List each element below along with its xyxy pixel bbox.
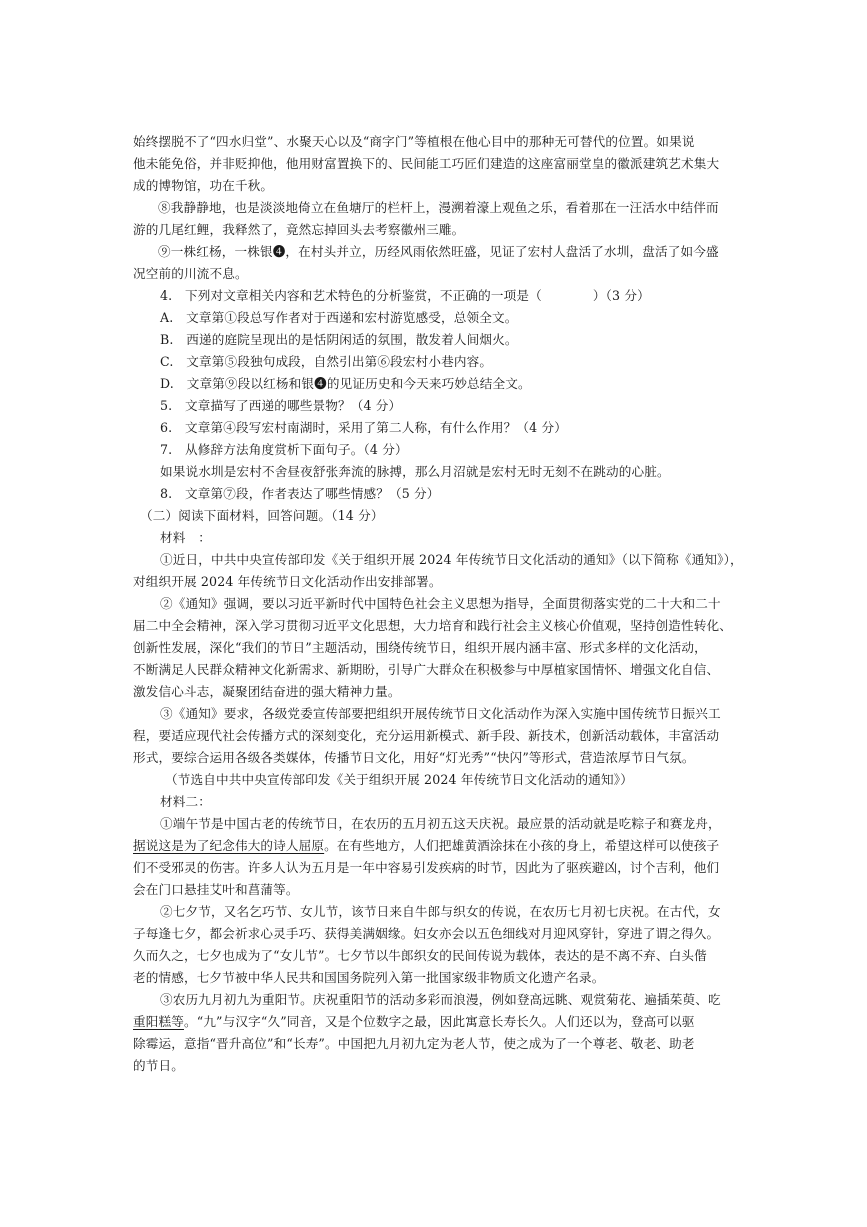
text-line: 程，要适应现代社会传播方式的深刻变化，充分运用新模式、新手段、新技术，创新活动载体，丰富活动 (133, 728, 720, 743)
text-line (133, 838, 719, 854)
text-line: ②七夕节，又名乞巧节、女儿节，该节日来自牛郎与织女的传说，在农历七月初七庆祝。在古代，女 (160, 904, 721, 919)
text-line: ⑨一株红杨，一株银❹，在村头并立，历经风雨依然旺盛，见证了宏村人盘活了水圳，盘活了如今盛 (158, 244, 719, 259)
question-item: 8. 文章第⑦段，作者表达了哪些情感？（5 分） (160, 486, 440, 501)
section-heading: （二）阅读下面材料，回答问题。（14 分） (140, 508, 384, 523)
material-heading: 材料二： (160, 794, 211, 809)
question-item: 5. 文章描写了西递的哪些景物？（4 分） (160, 398, 402, 413)
quoted-sentence: 如果说水圳是宏村不舍昼夜舒张奔流的脉搏，那么月沼就是宏村无时无刻不在跳动的心脏。 (160, 464, 670, 479)
text-line: 除霉运，意指“晋升高位”和“长寿”。中国把九月初九定为老人节，使之成为了一个尊老、敬老、助老 (133, 1036, 695, 1051)
text-span: 。“九”与汉字“久”同音，又是个位数字之最，因此寓意长寿长久。人们还以为，登高可以驱 (183, 1014, 695, 1029)
text-line: 子每逢七夕，都会祈求心灵手巧、获得美满姻缘。妇女亦会以五色细线对月迎风穿针，穿进了谓之得久。 (133, 926, 720, 941)
choice-c: C. 文章第⑤段独句成段，自然引出第⑥段宏村小巷内容。 (160, 354, 493, 369)
text-line: 会在门口悬挂艾叶和菖蒲等。 (133, 882, 299, 897)
text-line: 老的情感，七夕节被中华人民共和国国务院列入第一批国家级非物质文化遗产名录。 (133, 970, 605, 985)
text-line: 届二中全会精神，深入学习贯彻习近平文化思想，大力培育和践行社会主义核心价值观，坚持创造性转化、 (133, 618, 732, 633)
text-line: 们不受邪灵的伤害。许多人认为五月是一年中容易引发疾病的时节，因此为了驱疾避凶，讨个吉利，他们 (133, 860, 720, 875)
text-line: ⑧我静静地，也是淡淡地倚立在鱼塘厅的栏杆上，漫溯着濠上观鱼之乐，看着那在一汪活水中结伴而 (158, 200, 719, 215)
text-span: 。在有些地方，人们把雄黄酒涂抹在小孩的身上，希望这样可以使孩子 (324, 838, 720, 853)
choice-a: A. 文章第①段总写作者对于西递和宏村游览感受，总领全文。 (160, 310, 518, 325)
choice-d: D. 文章第⑨段以红杨和银❹的见证历史和今天来巧妙总结全文。 (160, 376, 531, 391)
text-line: 创新性发展，深化“我们的节日”主题活动，围绕传统节日，组织开展内涵丰富、形式多样的文化活动， (133, 640, 707, 655)
text-line: 况空前的川流不息。 (133, 266, 248, 281)
text-line: 游的几尾红鲤，我释然了，竟然忘掉回头去考察徽州三雕。 (133, 222, 465, 237)
text-line: 的节日。 (133, 1058, 184, 1073)
material-heading: 材料 ： (160, 530, 211, 545)
text-line: ①端午节是中国古老的传统节日，在农历的五月初五这天庆祝。最应景的活动就是吃粽子和赛龙舟， (160, 816, 721, 831)
underlined-phrase: 据说这是为了纪念伟大的诗人屈原 (133, 838, 325, 853)
text-line: 不断满足人民群众精神文化新需求、新期盼，引导广大群众在积极参与中厚植家国情怀、增强文化自信、 (133, 662, 720, 677)
underlined-phrase: 重阳糕等 (133, 1014, 184, 1029)
text-line: 他未能免俗，并非贬抑他，他用财富置换下的、民间能工巧匠们建造的这座富丽堂皇的徽派建筑艺术集大 (133, 156, 720, 171)
question-item: 4. 下列对文章相关内容和艺术特色的分析鉴赏，不正确的一项是（ ）（3 分） (160, 288, 650, 303)
text-line: ③农历九月初九为重阳节。庆祝重阳节的活动多彩而浪漫，例如登高远眺、观赏菊花、遍插茱萸、吃 (160, 992, 721, 1007)
text-line: 始终摆脱不了“四水归堂”、水聚天心以及“商字门”等植根在他心目中的那种无可替代的位置。如果说 (133, 134, 695, 149)
text-line: ②《通知》强调，要以习近平新时代中国特色社会主义思想为指导，全面贯彻落实党的二十大和二十 (160, 596, 721, 611)
question-item: 7. 从修辞方法角度赏析下面句子。（4 分） (160, 442, 408, 457)
text-line: ③《通知》要求，各级党委宣传部要把组织开展传统节日文化活动作为深入实施中国传统节日振兴工 (160, 706, 721, 721)
text-line: 久而久之，七夕也成为了“女儿节”。七夕节以牛郎织女的民间传说为载体，表达的是不离不弃、白头偕 (133, 948, 707, 963)
text-line: 形式，要综合运用各级各类媒体，传播节日文化，用好“灯光秀”“快闪”等形式，营造浓厚节日气氛。 (133, 750, 695, 765)
text-line: ①近日，中共中央宣传部印发《关于组织开展 2024 年传统节日文化活动的通知》（以下简称《通知》）， (160, 552, 743, 567)
source-note: （节选自中共中央宣传部印发《关于组织开展 2024 年传统节日文化活动的通知》） (165, 772, 633, 787)
text-line (133, 1014, 695, 1030)
text-line: 激发信心斗志，凝聚团结奋进的强大精神力量。 (133, 684, 401, 699)
text-line: 成的博物馆，功在千秋。 (133, 178, 274, 193)
text-line: 对组织开展 2024 年传统节日文化活动作出安排部署。 (133, 574, 442, 589)
choice-b: B. 西递的庭院呈现出的是恬阴闲适的氛围，散发着人间烟火。 (160, 332, 518, 347)
question-item: 6. 文章第④段写宏村南湖时，采用了第二人称，有什么作用？（4 分） (160, 420, 567, 435)
